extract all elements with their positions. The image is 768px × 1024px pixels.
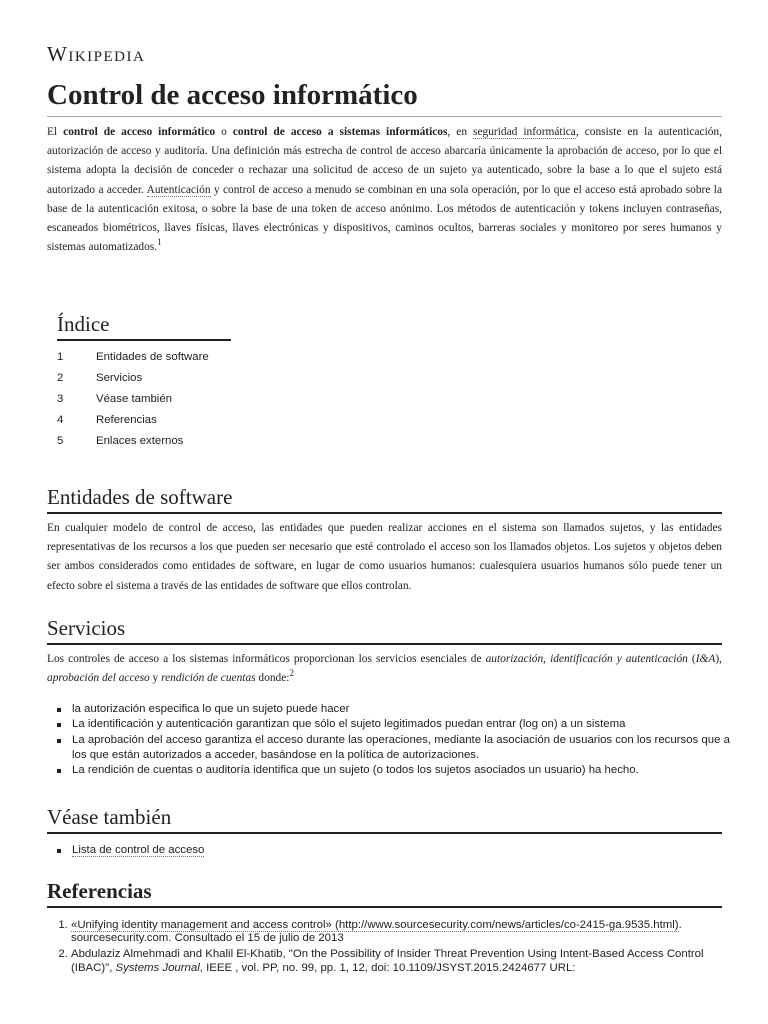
lead-text: o xyxy=(215,126,233,138)
toc-number: 1 xyxy=(57,351,64,363)
heading-entidades-de-software: Entidades de software xyxy=(47,483,722,514)
reference-1 xyxy=(71,919,746,945)
toc-item-servicios[interactable] xyxy=(57,368,357,389)
toc-number: 3 xyxy=(57,393,64,405)
page-title: Control de acceso informático xyxy=(47,76,722,117)
reference-text: . sourcesecurity.com. Consultado el 15 de julio de 2013 xyxy=(71,919,682,945)
reference-1-url[interactable]: (http://www.sourcesecurity.com/news/articles/co-2415-ga.9535.html) xyxy=(331,919,679,931)
servicios-list xyxy=(47,702,747,778)
citation-1[interactable]: 1 xyxy=(157,237,162,248)
link-seguridad-informatica[interactable]: seguridad informática xyxy=(473,126,576,138)
toc-item-entidades[interactable] xyxy=(57,347,357,368)
servicios-text: Los controles de acceso a los sistemas informáticos proporcionan los servicios esenciales de xyxy=(47,653,486,665)
servicios-text: y xyxy=(149,672,162,685)
toc-number: 4 xyxy=(57,414,64,426)
entidades-paragraph: En cualquier modelo de control de acceso, las entidades que pueden realizar acciones en el sistema son llamados sujetos, y las entidades representativas de los recursos a los que pueden ser necesario que esté controlado el acceso son los llamados objetos. Los sujetos y objetos deben ser ambos considerados como entidades de software, en lugar de como usuarios humanos: cualesquiera usuarios humanos sólo puede tener un efecto sobre el sistema a través de las entidades de software que ellos controlan. xyxy=(47,522,722,592)
toc-label: Entidades de software xyxy=(96,351,209,363)
lead-paragraph xyxy=(47,123,722,257)
lead-text: El xyxy=(47,126,64,138)
lead-bold-term: control de acceso a sistemas informáticos xyxy=(232,126,448,138)
toc-label: Servicios xyxy=(96,372,143,384)
toc-number: 2 xyxy=(57,372,64,384)
servicios-italic: aprobación del acceso xyxy=(47,672,150,685)
servicios-italic: autorización xyxy=(485,653,544,665)
toc-number: 5 xyxy=(57,435,64,447)
servicios-text: ( xyxy=(687,653,696,665)
servicios-text: , xyxy=(543,653,551,665)
reference-text: Abdulaziz Almehmadi and Khalil El-Khatib, "On the Possibility of Insider Threat Prevention Using Intent-Based Access Control (IBAC)", xyxy=(71,948,704,974)
reference-1-link[interactable]: «Unifying identity management and access control» xyxy=(71,919,332,931)
reference-italic: Systems Journal xyxy=(115,961,200,974)
toc-item-referencias[interactable] xyxy=(57,410,357,431)
list-item: La rendición de cuentas o auditoría identifica que un sujeto (o todos los sujetos asociados un usuario) ha hecho. xyxy=(72,763,747,778)
servicios-text: donde: xyxy=(255,672,290,685)
servicios-italic: rendición de cuentas xyxy=(161,672,256,685)
list-item: La identificación y autenticación garantizan que sólo el sujeto legitimados puedan entrar (log on) a un sistema xyxy=(72,717,747,732)
servicios-text: ), xyxy=(715,653,722,665)
toc-label: Véase también xyxy=(96,393,172,405)
toc-label: Referencias xyxy=(96,414,157,426)
reference-text: , IEEE , vol. PP, no. 99, pp. 1, 12, doi: 10.1109/JSYST.2015.2424677 URL: xyxy=(199,961,576,974)
lead-text: , consiste en la autenticación, autorización de acceso y auditoría. Una definición más estrecha de control de acceso abarcaría únicamente la aprobación de acceso, por lo que el sistema adopta la decisión de conceder o rechazar una solicitud de acceso de un sujeto ya autenticado, sobre la base a lo que el sujeto está autorizado a acceder. xyxy=(47,126,722,196)
reference-2 xyxy=(71,948,746,974)
list-item xyxy=(72,843,747,858)
lead-bold-term: control de acceso informático xyxy=(63,126,216,138)
toc-item-vease[interactable] xyxy=(57,389,357,410)
lead-text: y control de acceso a menudo se combinan en una sola operación, por lo que el acceso está aprobado sobre la base de la autenticación exitosa, o sobre la base de una token de acceso anónimo. Los métodos de autenticación y tokens incluyen contraseñas, escaneados biométricos, llaves físicas, llaves electrónicas y dispositivos, caminos ocultos, barreras sociales y monitoreo por seres humanos y sistemas automatizados. xyxy=(47,183,722,254)
heading-servicios: Servicios xyxy=(47,614,722,645)
toc-item-enlaces[interactable] xyxy=(57,431,357,452)
link-autenticacion[interactable]: Autenticación xyxy=(146,183,211,196)
servicios-italic: identificación y autenticación xyxy=(550,653,688,665)
list-item: la autorización especifica lo que un sujeto puede hacer xyxy=(72,702,747,717)
toc-label: Enlaces externos xyxy=(96,435,184,447)
vease-list xyxy=(47,843,747,858)
servicios-paragraph xyxy=(47,650,722,688)
link-lista-control-acceso[interactable]: Lista de control de acceso xyxy=(72,844,205,856)
toc-title: Índice xyxy=(57,310,231,341)
heading-referencias: Referencias xyxy=(47,877,722,908)
list-item: La aprobación del acceso garantiza el acceso durante las operaciones, mediante la asociación de usuarios con los recursos que a los que están autorizados a acceder, basándose en la política de autorizaciones. xyxy=(72,733,747,764)
lead-text: , en xyxy=(447,126,474,138)
table-of-contents xyxy=(57,310,357,452)
servicios-italic: I&A xyxy=(695,653,716,665)
wikipedia-wordmark[interactable]: Wikipedia xyxy=(47,42,146,66)
references-list xyxy=(47,919,746,978)
citation-2[interactable]: 2 xyxy=(289,668,294,679)
heading-vease-tambien: Véase también xyxy=(47,803,722,834)
